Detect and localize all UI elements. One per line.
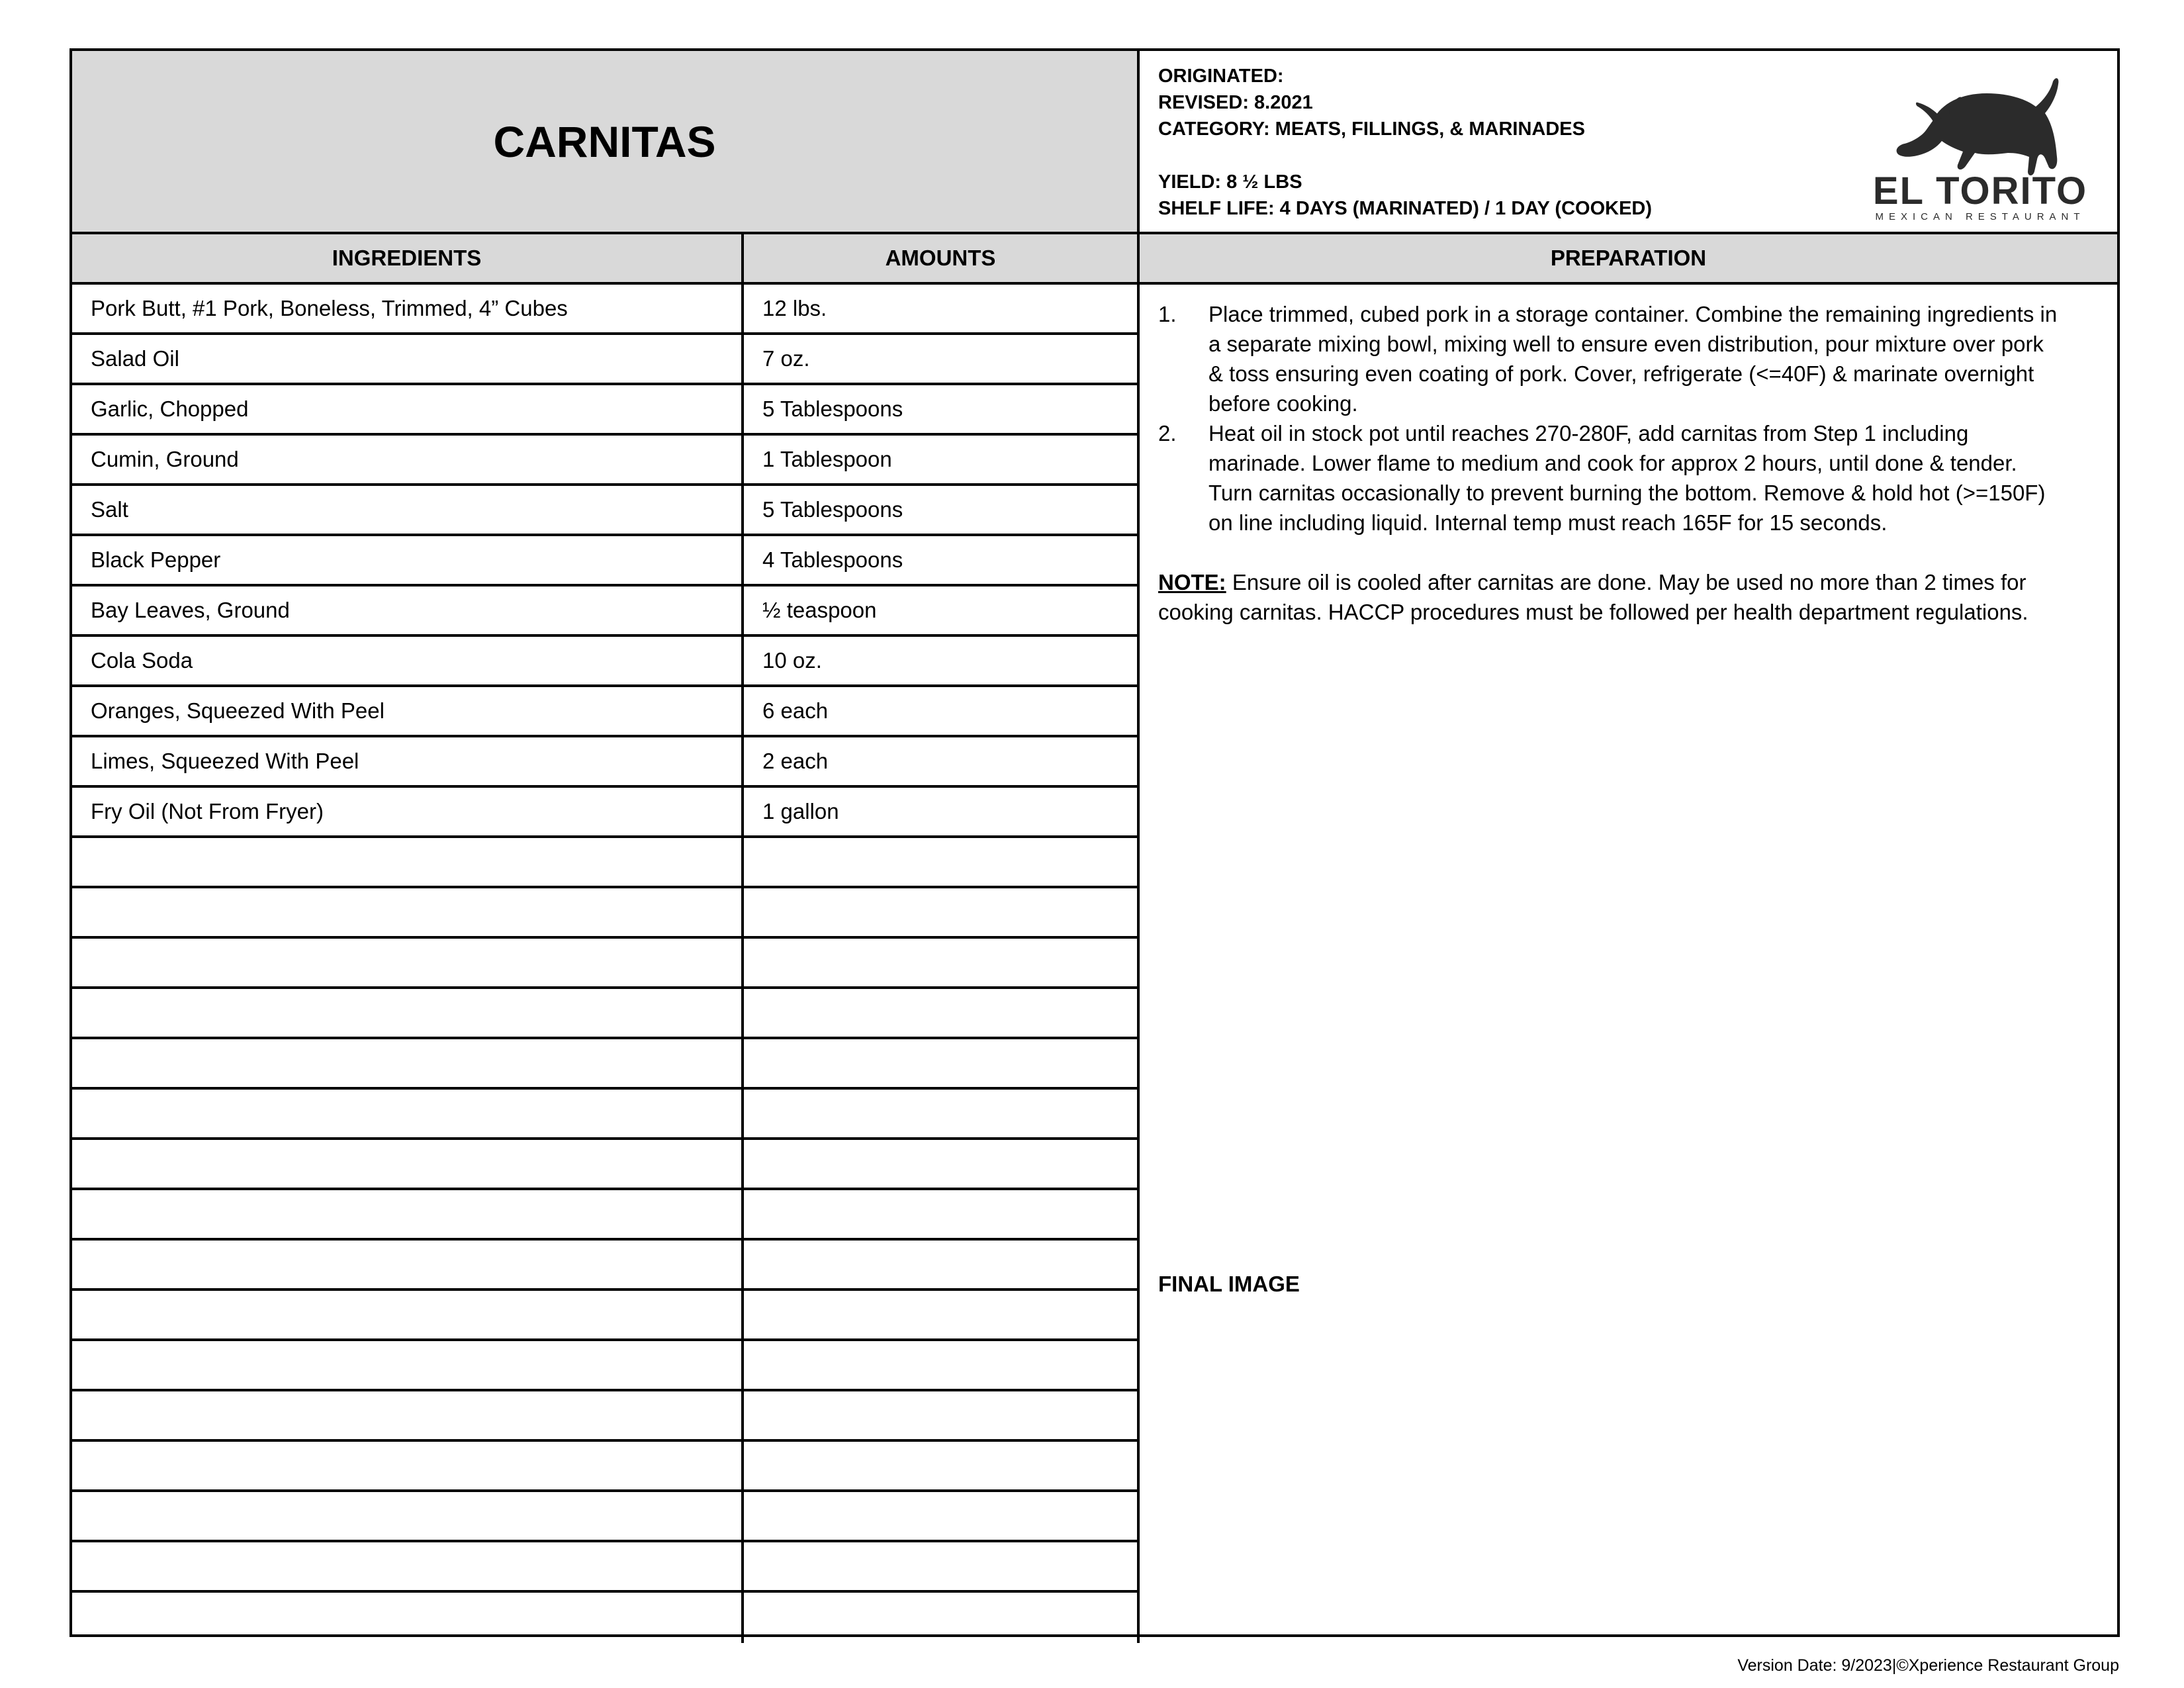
table-row xyxy=(72,436,1140,486)
ingredient-cell xyxy=(72,838,744,886)
table-row xyxy=(72,838,1140,888)
table-row xyxy=(72,1039,1140,1090)
table-row xyxy=(72,1190,1140,1241)
ingredient-cell xyxy=(72,939,744,986)
version-footer: Version Date: 9/2023|©Xperience Restaurant Group xyxy=(1737,1656,2119,1675)
ingredient-cell xyxy=(72,1492,744,1540)
ingredient-cell xyxy=(72,1442,744,1489)
amount-cell: 10 oz. xyxy=(744,637,1140,684)
amount-cell: 4 Tablespoons xyxy=(744,536,1140,584)
preparation-cell xyxy=(1140,285,2117,1634)
amount-cell xyxy=(744,1140,1140,1188)
ingredient-cell xyxy=(72,1140,744,1188)
logo-name: EL TORITO xyxy=(1872,169,2088,212)
amount-cell xyxy=(744,1190,1140,1238)
table-row xyxy=(72,1542,1140,1593)
amounts-header: AMOUNTS xyxy=(744,234,1140,285)
step-line: Place trimmed, cubed pork in a storage container. Combine the remaining ingredients in xyxy=(1208,302,2058,326)
note-label: NOTE: xyxy=(1158,570,1226,594)
title-cell xyxy=(72,51,1140,234)
ingredient-cell xyxy=(72,1190,744,1238)
amount-cell xyxy=(744,1341,1140,1389)
recipe-title: CARNITAS xyxy=(493,117,716,166)
ingredient-cell: Cola Soda xyxy=(72,637,744,684)
table-row xyxy=(72,939,1140,989)
table-row xyxy=(72,586,1140,637)
table-row xyxy=(72,1090,1140,1140)
table-row xyxy=(72,335,1140,385)
table-row xyxy=(72,385,1140,436)
table-row xyxy=(72,1241,1140,1291)
ingredient-cell: Salad Oil xyxy=(72,335,744,383)
ingredient-cell: Limes, Squeezed With Peel xyxy=(72,737,744,785)
amount-cell xyxy=(744,1492,1140,1540)
amount-cell: 7 oz. xyxy=(744,335,1140,383)
ingredient-cell: Oranges, Squeezed With Peel xyxy=(72,687,744,735)
amount-cell: 2 each xyxy=(744,737,1140,785)
step-line: Turn carnitas occasionally to prevent burning the bottom. Remove & hold hot (>=150F) xyxy=(1208,481,2046,505)
ingredient-cell xyxy=(72,1039,744,1087)
amount-cell xyxy=(744,1039,1140,1087)
amount-cell xyxy=(744,989,1140,1037)
prep-step xyxy=(1158,418,2099,538)
amount-cell xyxy=(744,1593,1140,1643)
table-row xyxy=(72,1341,1140,1391)
step-line: Heat oil in stock pot until reaches 270-280F, add carnitas from Step 1 including xyxy=(1208,421,1969,445)
ingredient-cell: Fry Oil (Not From Fryer) xyxy=(72,788,744,835)
shelf-life-line: SHELF LIFE: 4 DAYS (MARINATED) / 1 DAY (COOKED) xyxy=(1158,198,1653,219)
table-row xyxy=(72,1291,1140,1341)
amount-cell: 1 gallon xyxy=(744,788,1140,835)
table-row xyxy=(72,1140,1140,1190)
ingredient-cell xyxy=(72,1391,744,1439)
final-image-label: FINAL IMAGE xyxy=(1158,1272,1300,1296)
step-line: on line including liquid. Internal temp must reach 165F for 15 seconds. xyxy=(1208,510,1888,535)
table-row xyxy=(72,1492,1140,1542)
note-block xyxy=(1158,567,2099,627)
amount-cell xyxy=(744,939,1140,986)
revised-line: REVISED: 8.2021 xyxy=(1158,92,1313,113)
ingredient-cell: Salt xyxy=(72,486,744,534)
amount-cell: 5 Tablespoons xyxy=(744,486,1140,534)
amount-cell xyxy=(744,838,1140,886)
table-row xyxy=(72,687,1140,737)
amount-cell xyxy=(744,888,1140,936)
ingredient-cell: Pork Butt, #1 Pork, Boneless, Trimmed, 4” Cubes xyxy=(72,285,744,332)
note-line: cooking carnitas. HACCP procedures must be followed per health department regulations. xyxy=(1158,600,2028,624)
amount-cell: 12 lbs. xyxy=(744,285,1140,332)
table-row xyxy=(72,888,1140,939)
amount-cell: 5 Tablespoons xyxy=(744,385,1140,433)
table-row xyxy=(72,737,1140,788)
ingredient-cell xyxy=(72,1291,744,1338)
table-row xyxy=(72,486,1140,536)
ingredient-cell xyxy=(72,1241,744,1288)
recipe-card xyxy=(69,48,2120,1637)
bull-icon xyxy=(1897,78,2059,175)
amount-cell xyxy=(744,1090,1140,1137)
ingredients-header: INGREDIENTS xyxy=(72,234,744,285)
step-line: & toss ensuring even coating of pork. Cover, refrigerate (<=40F) & marinate overnight xyxy=(1208,361,2034,386)
logo-subtitle: MEXICAN RESTAURANT xyxy=(1875,211,2085,222)
ingredient-cell xyxy=(72,1542,744,1590)
category-line: CATEGORY: MEATS, FILLINGS, & MARINADES xyxy=(1158,118,1585,140)
ingredient-cell xyxy=(72,1593,744,1643)
amount-cell: ½ teaspoon xyxy=(744,586,1140,634)
ingredient-cell: Black Pepper xyxy=(72,536,744,584)
amount-cell: 1 Tablespoon xyxy=(744,436,1140,483)
amount-cell xyxy=(744,1241,1140,1288)
ingredient-cell: Garlic, Chopped xyxy=(72,385,744,433)
ingredient-cell xyxy=(72,989,744,1037)
yield-line: YIELD: 8 ½ LBS xyxy=(1158,171,1302,193)
ingredient-cell: Cumin, Ground xyxy=(72,436,744,483)
prep-step xyxy=(1158,299,2099,418)
step-number: 1. xyxy=(1158,302,1177,326)
note-line: Ensure oil is cooled after carnitas are done. May be used no more than 2 times for xyxy=(1226,570,2026,594)
el-torito-logo xyxy=(1866,75,2095,222)
amount-cell xyxy=(744,1542,1140,1590)
step-text xyxy=(1208,418,2099,538)
step-number: 2. xyxy=(1158,421,1177,445)
table-row xyxy=(72,989,1140,1039)
amount-cell xyxy=(744,1291,1140,1338)
table-row xyxy=(72,637,1140,687)
step-line: marinade. Lower flame to medium and cook for approx 2 hours, until done & tender. xyxy=(1208,451,2017,475)
amount-cell xyxy=(744,1442,1140,1489)
step-line: a separate mixing bowl, mixing well to ensure even distribution, pour mixture over pork xyxy=(1208,332,2044,356)
table-row xyxy=(72,1593,1140,1643)
ingredient-cell xyxy=(72,888,744,936)
ingredient-cell xyxy=(72,1090,744,1137)
table-row xyxy=(72,788,1140,838)
amount-cell xyxy=(744,1391,1140,1439)
meta-cell xyxy=(1140,51,2117,234)
step-text xyxy=(1208,299,2099,418)
preparation-header: PREPARATION xyxy=(1140,234,2117,285)
table-row xyxy=(72,536,1140,586)
table-row xyxy=(72,285,1140,335)
ingredient-cell: Bay Leaves, Ground xyxy=(72,586,744,634)
table-row xyxy=(72,1442,1140,1492)
originated-line: ORIGINATED: xyxy=(1158,66,1284,87)
ingredient-cell xyxy=(72,1341,744,1389)
amount-cell: 6 each xyxy=(744,687,1140,735)
table-row xyxy=(72,1391,1140,1442)
step-line: before cooking. xyxy=(1208,391,1358,416)
